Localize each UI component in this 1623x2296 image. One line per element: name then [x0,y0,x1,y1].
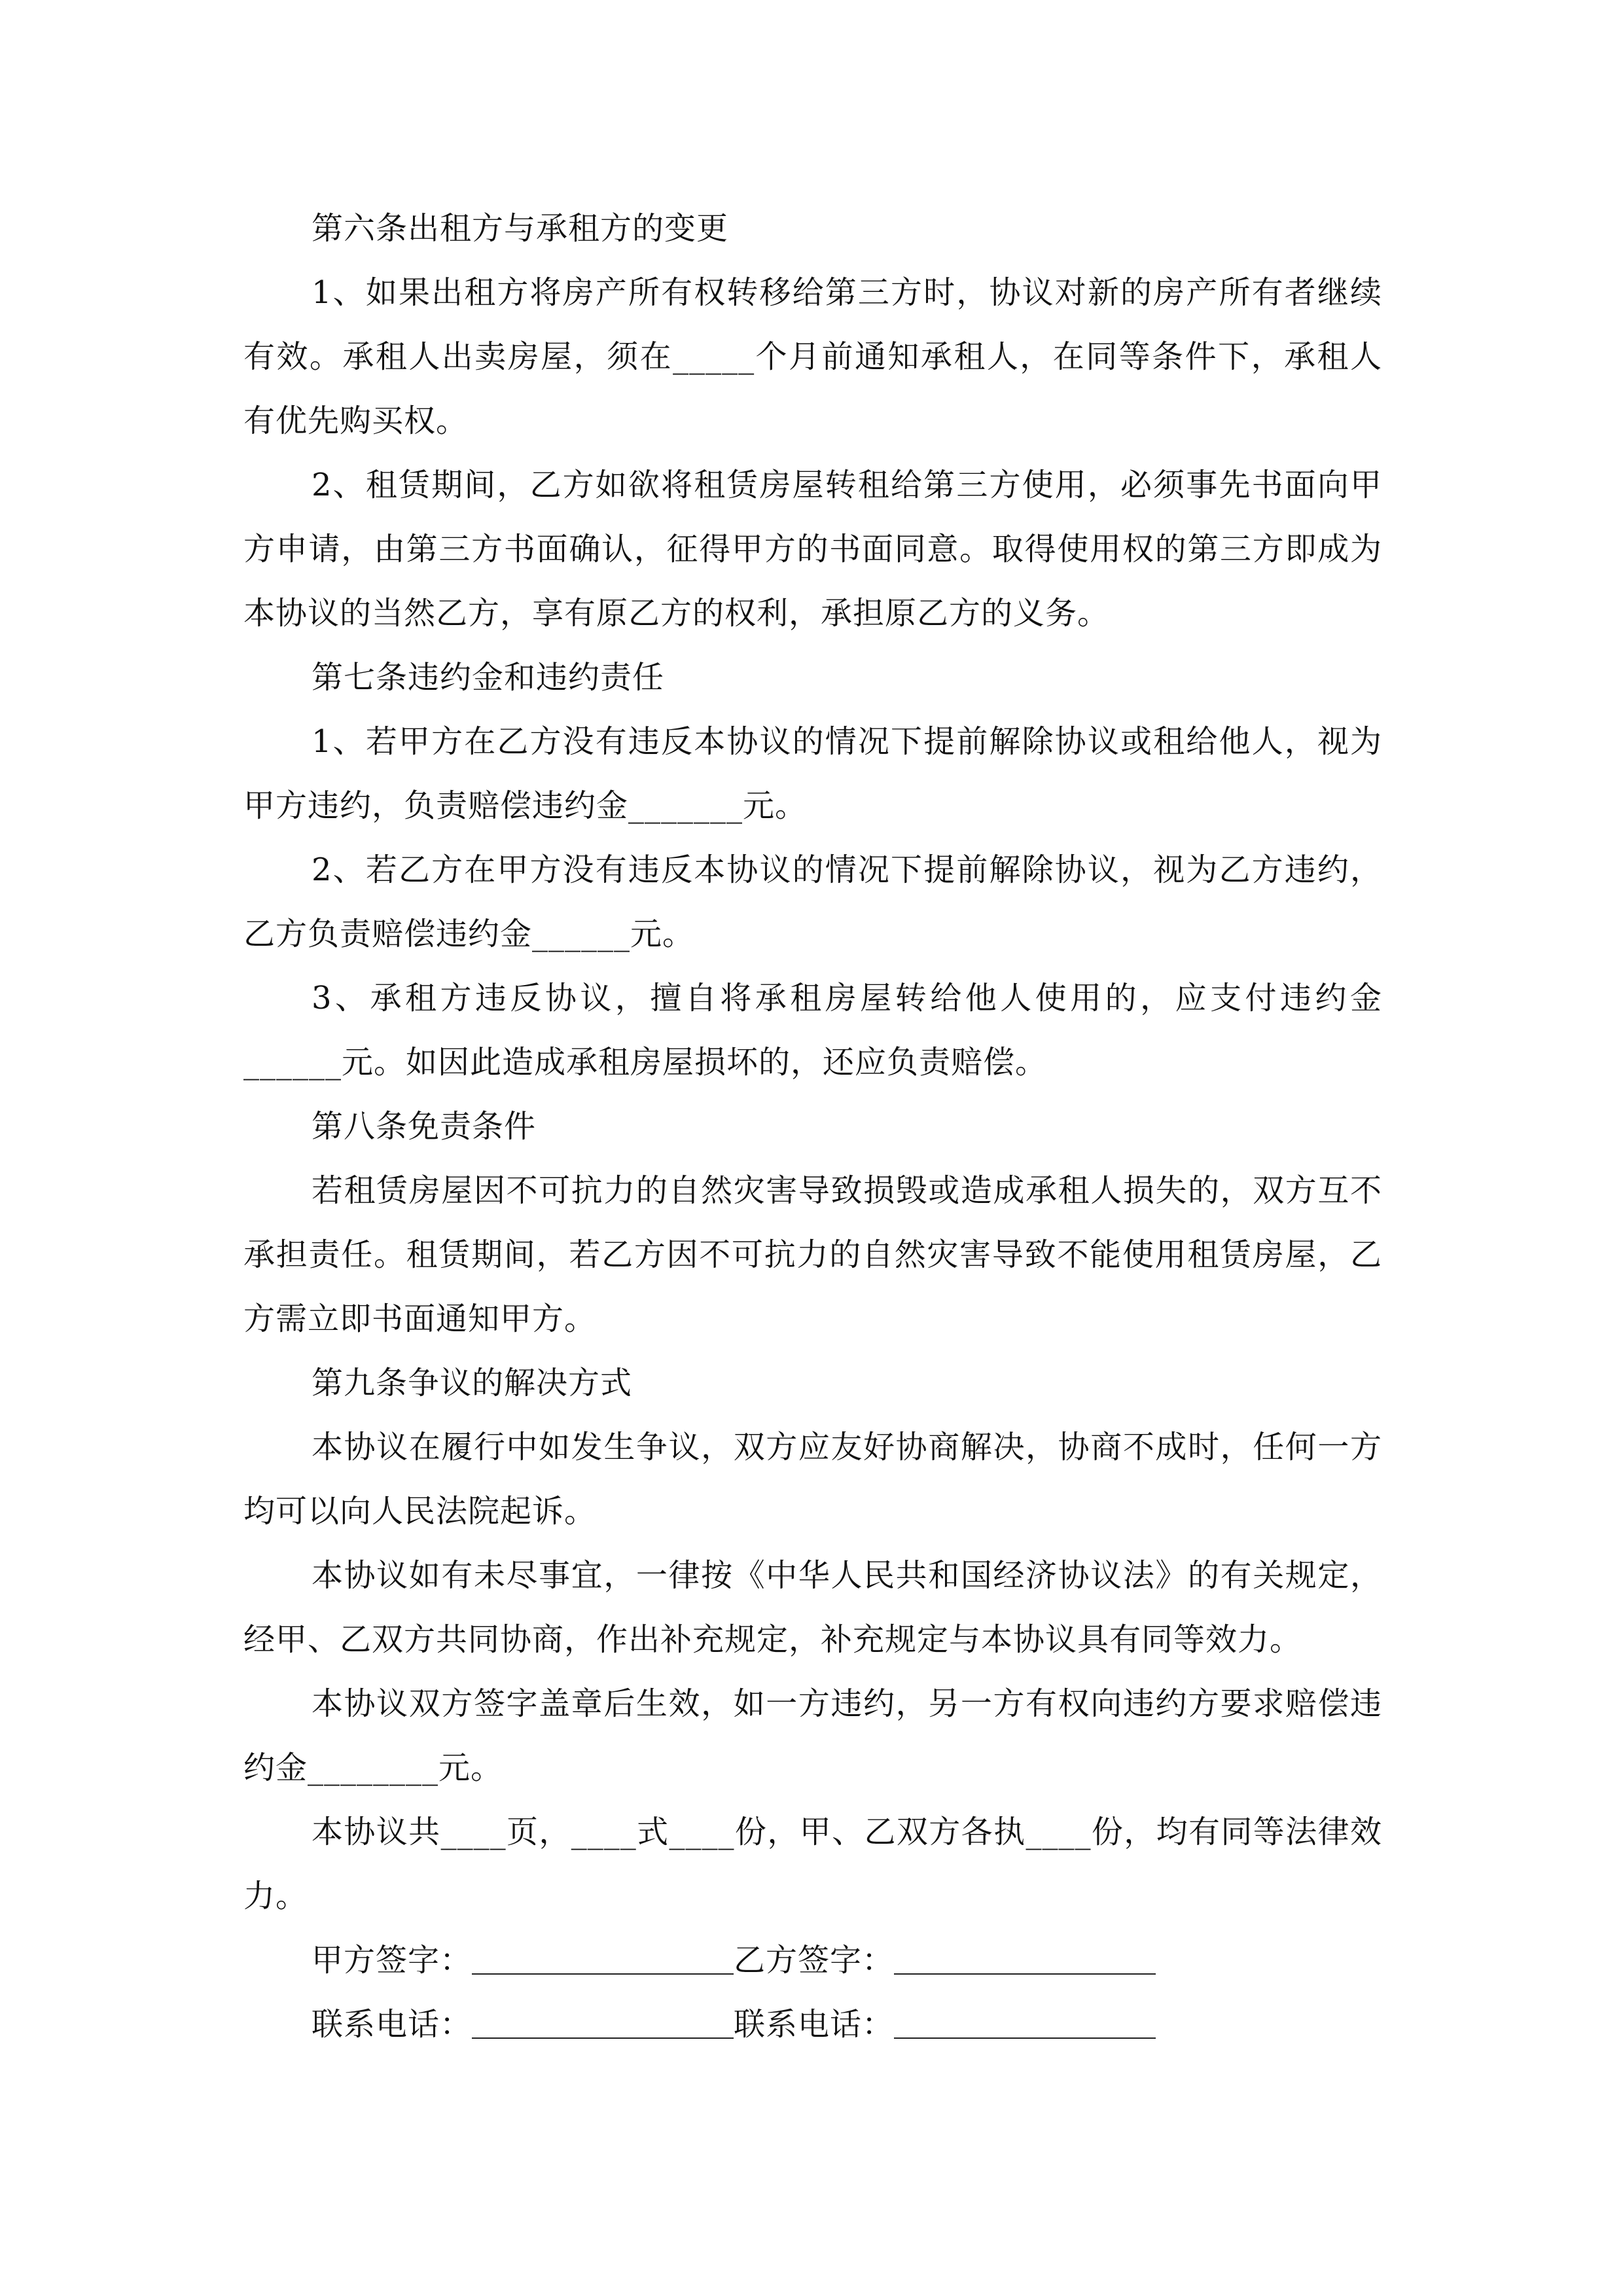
party-a-sign-label: 甲方签字： [312,1942,473,1979]
article-6-heading: 第六条出租方与承租方的变更 [312,210,729,247]
party-a-sign-line [472,1973,734,1975]
article-7-heading: 第七条违约金和违约责任 [312,659,665,696]
article-7-clause-2: 2、若乙方在甲方没有违反本协议的情况下提前解除协议，视为乙方违约，乙方负责赔偿违约金______元。 [243,852,1382,952]
supplementary-clause: 本协议如有未尽事宜，一律按《中华人民共和国经济协议法》的有关规定，经甲、乙双方共同协商，作出补充规定，补充规定与本协议具有同等效力。 [243,1557,1382,1658]
article-6-clause-1: 1、如果出租方将房产所有权转移给第三方时，协议对新的房产所有者继续有效。承租人出卖房屋，须在_____个月前通知承租人，在同等条件下，承租人有优先购买权。 [243,274,1382,439]
phone-row [243,1992,1382,2056]
article-8-heading: 第八条免责条件 [312,1108,537,1145]
signature-row [243,1928,1382,1992]
copies-clause: 本协议共____页，____式____份，甲、乙双方各执____份，均有同等法律效力。 [243,1814,1382,1914]
effectiveness-clause: 本协议双方签字盖章后生效，如一方违约，另一方有权向违约方要求赔偿违约金________元。 [243,1685,1382,1786]
party-b-sign-line [894,1973,1156,1975]
party-a-phone-label: 联系电话： [312,2006,473,2043]
document-body [243,196,1382,2056]
article-7-clause-3: 3、承租方违反协议，擅自将承租房屋转给他人使用的，应支付违约金______元。如因此造成承租房屋损坏的，还应负责赔偿。 [243,980,1382,1081]
party-b-sign-label: 乙方签字： [734,1942,895,1979]
party-b-phone-label: 联系电话： [734,2006,895,2043]
article-8-body: 若租赁房屋因不可抗力的自然灾害导致损毁或造成承租人损失的，双方互不承担责任。租赁期间，若乙方因不可抗力的自然灾害导致不能使用租赁房屋，乙方需立即书面通知甲方。 [243,1172,1382,1337]
article-9-body: 本协议在履行中如发生争议，双方应友好协商解决，协商不成时，任何一方均可以向人民法院起诉。 [243,1429,1382,1530]
article-7-clause-1: 1、若甲方在乙方没有违反本协议的情况下提前解除协议或租给他人，视为甲方违约，负责赔偿违约金_______元。 [243,723,1382,824]
party-b-phone-line [894,2037,1156,2039]
article-9-heading: 第九条争议的解决方式 [312,1365,633,1401]
article-6-clause-2: 2、租赁期间，乙方如欲将租赁房屋转租给第三方使用，必须事先书面向甲方申请，由第三方书面确认，征得甲方的书面同意。取得使用权的第三方即成为本协议的当然乙方，享有原乙方的权利，承担原乙方的义务。 [243,467,1382,632]
party-a-phone-line [472,2037,734,2039]
